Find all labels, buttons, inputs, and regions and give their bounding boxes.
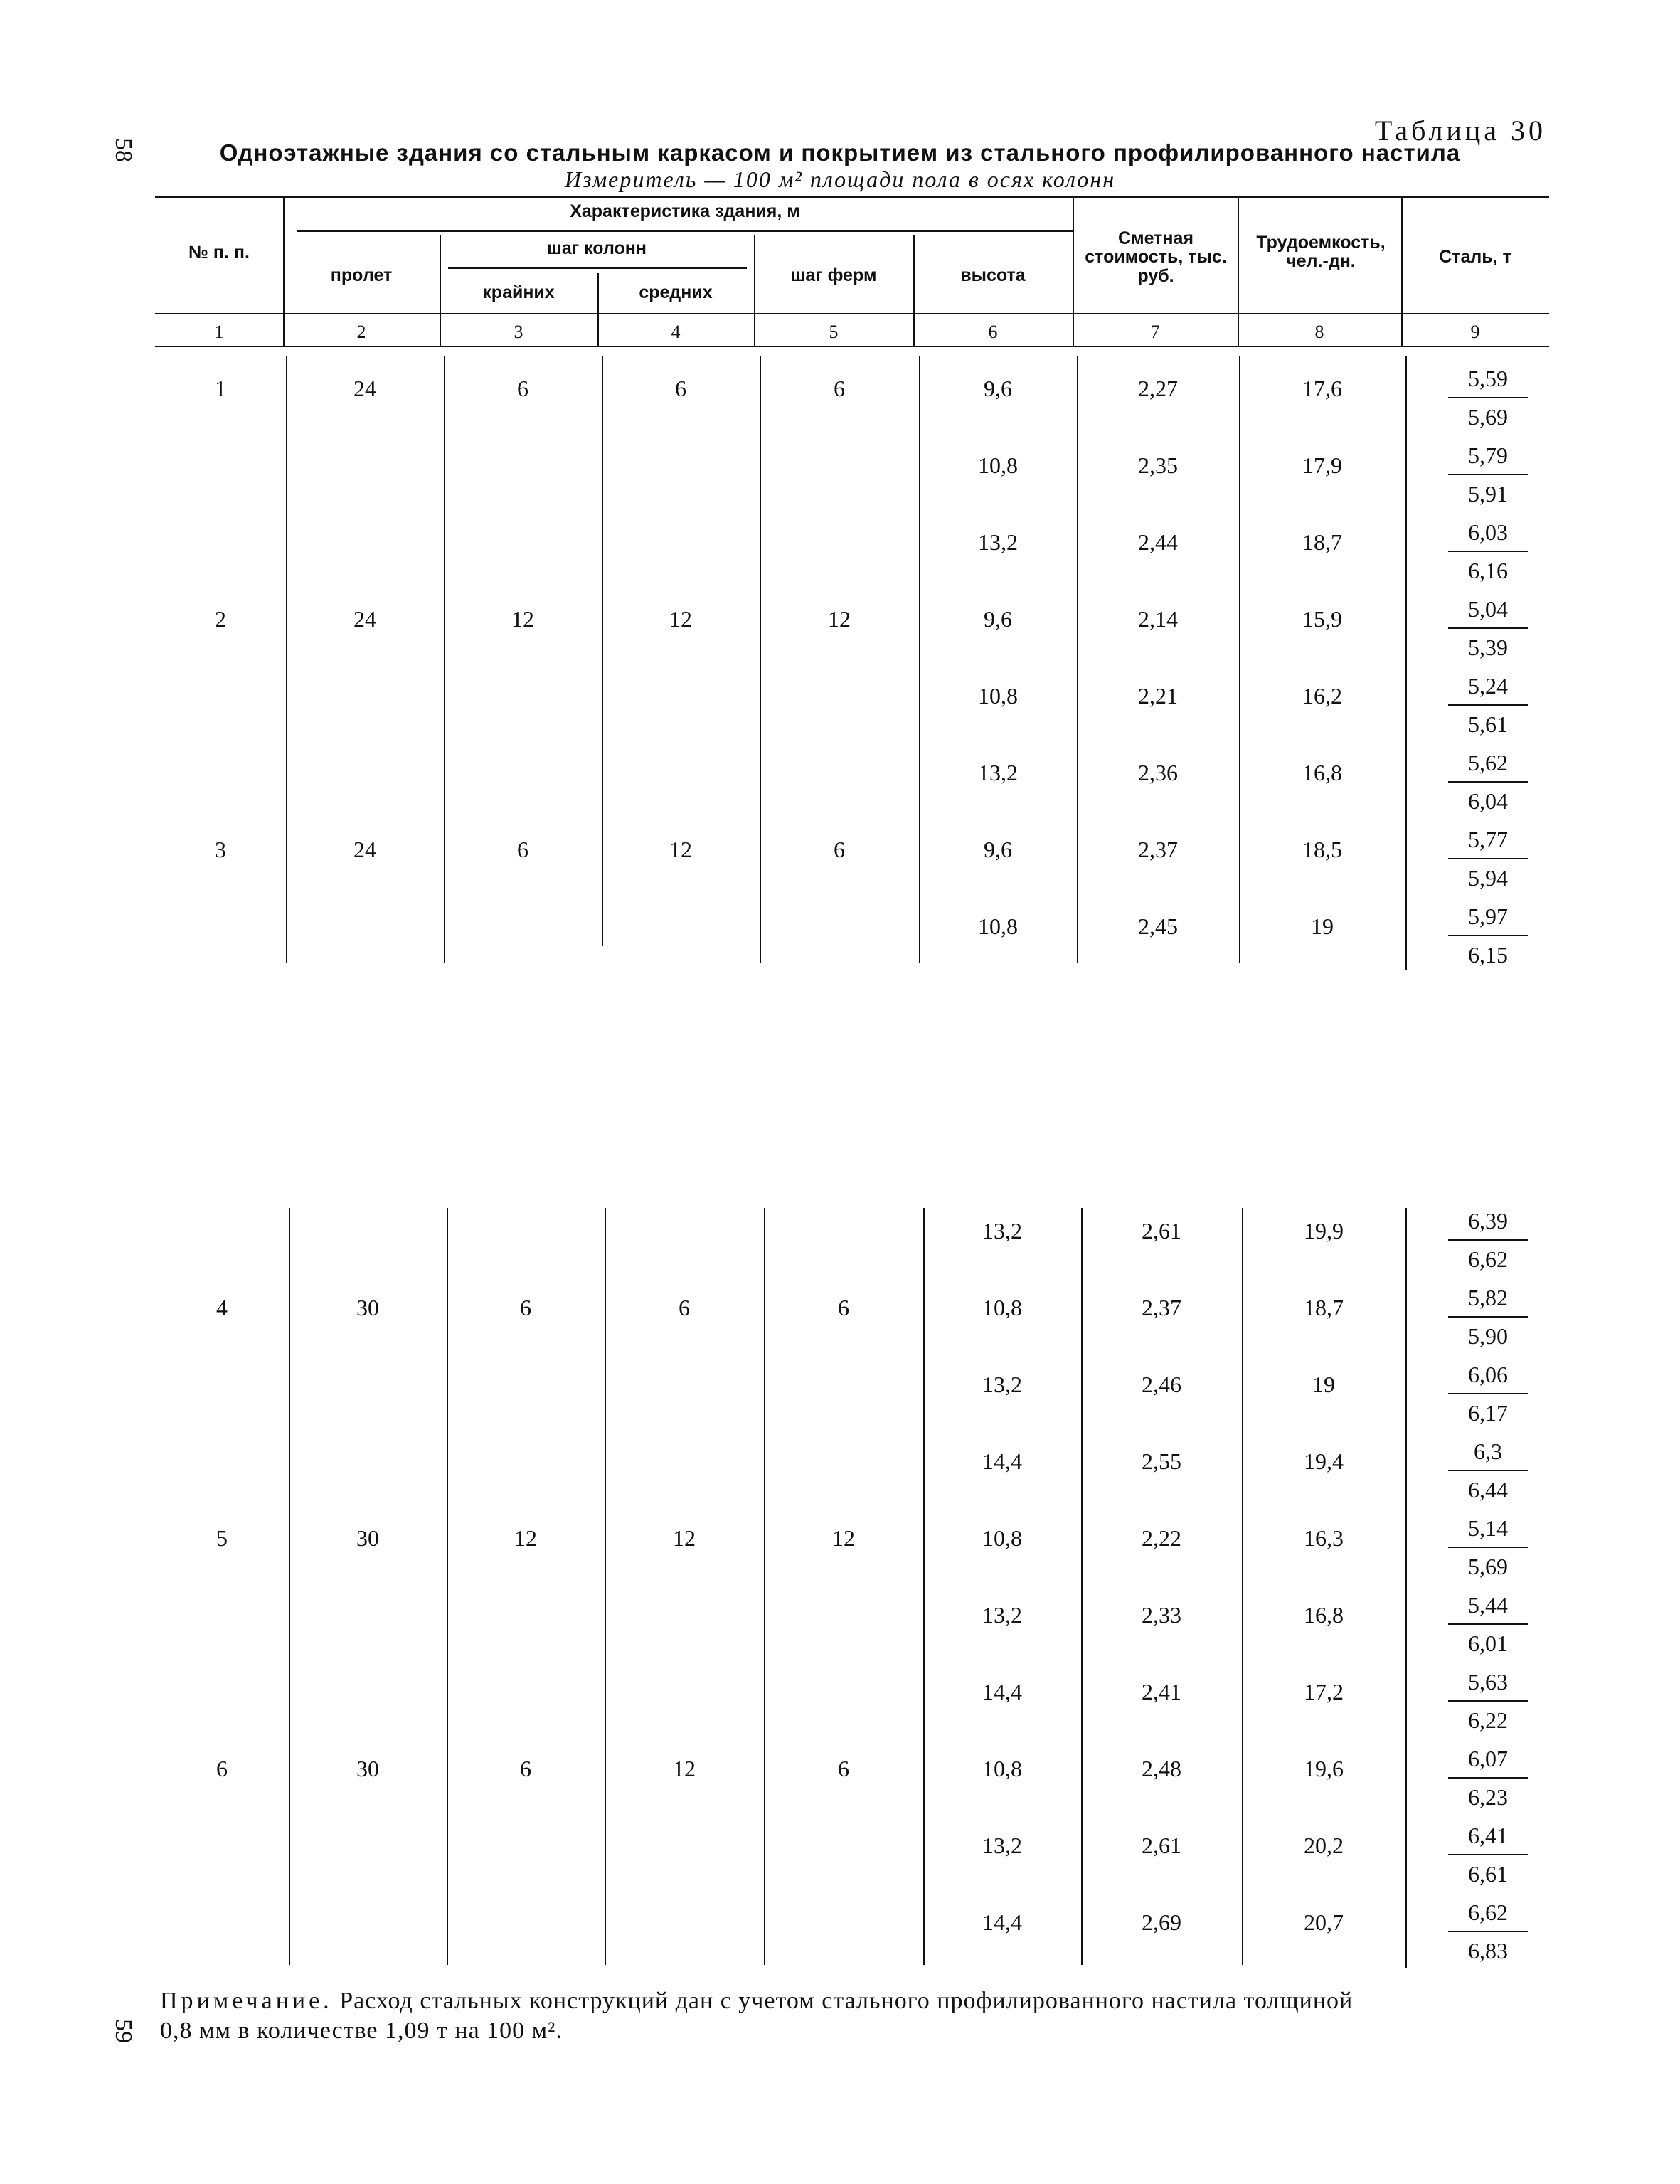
- cell-height: 10,8: [978, 683, 1018, 709]
- cell-height: 13,2: [978, 760, 1018, 785]
- cell-edge: 6: [517, 376, 528, 401]
- cell-edge: 6: [520, 1756, 531, 1781]
- body-vline: [764, 1208, 765, 1965]
- cell-labor: 17,2: [1304, 1679, 1344, 1705]
- cell-num: 5: [216, 1525, 228, 1551]
- cell-labor: 16,8: [1304, 1602, 1344, 1628]
- cell-cost: 2,37: [1138, 837, 1178, 862]
- cell-labor: 19: [1312, 1372, 1335, 1397]
- fraction-rule: [1448, 1470, 1528, 1471]
- cell-steel-bottom: 6,23: [1468, 1784, 1508, 1810]
- footnote-text-line2: 0,8 мм в количестве 1,09 т на 100 м².: [160, 2018, 563, 2044]
- cell-middle: 12: [669, 606, 692, 632]
- fraction-rule: [1448, 1316, 1528, 1318]
- cell-steel-top: 6,39: [1468, 1208, 1508, 1234]
- fraction-rule: [1448, 397, 1528, 398]
- cell-span: 24: [353, 837, 376, 862]
- cell-middle: 12: [673, 1756, 696, 1781]
- fraction-rule: [1448, 1777, 1528, 1779]
- cell-steel-top: 6,41: [1468, 1823, 1508, 1848]
- cell-labor: 19,6: [1304, 1756, 1344, 1781]
- cell-truss: 6: [838, 1295, 849, 1320]
- cell-truss: 6: [834, 837, 845, 862]
- body-vline: [1405, 1208, 1407, 1968]
- fraction-rule: [1448, 858, 1528, 859]
- body-vline: [919, 356, 920, 963]
- cell-span: 30: [356, 1295, 379, 1320]
- cell-num: 4: [216, 1295, 228, 1320]
- cell-steel-bottom: 5,90: [1468, 1323, 1508, 1349]
- cell-labor: 18,5: [1302, 837, 1342, 862]
- body-vline: [447, 1208, 448, 1965]
- fraction-rule: [1448, 1700, 1528, 1702]
- cell-cost: 2,41: [1142, 1679, 1181, 1705]
- cell-steel-top: 5,44: [1468, 1592, 1508, 1618]
- cell-steel-top: 5,63: [1468, 1669, 1508, 1695]
- col-number: 9: [1470, 322, 1480, 342]
- cell-steel-bottom: 5,69: [1468, 404, 1508, 430]
- cell-cost: 2,22: [1142, 1525, 1181, 1551]
- cell-steel-bottom: 6,04: [1468, 788, 1508, 814]
- col-number: 8: [1314, 322, 1324, 342]
- cell-edge: 12: [511, 606, 534, 632]
- cell-steel-top: 6,06: [1468, 1362, 1508, 1387]
- cell-cost: 2,46: [1142, 1372, 1181, 1397]
- cell-cost: 2,37: [1142, 1295, 1181, 1320]
- cell-steel-top: 5,59: [1468, 366, 1508, 391]
- cell-steel-top: 5,24: [1468, 673, 1508, 699]
- cell-edge: 12: [514, 1525, 537, 1551]
- cell-steel-top: 5,97: [1468, 903, 1508, 929]
- body-vline: [1239, 356, 1240, 963]
- cell-steel-bottom: 5,61: [1468, 711, 1508, 737]
- cell-labor: 18,7: [1302, 529, 1342, 555]
- cell-steel-bottom: 5,69: [1468, 1554, 1508, 1579]
- body-vline: [605, 1208, 606, 1965]
- cell-cost: 2,44: [1138, 529, 1178, 555]
- colstep-rule: [448, 267, 747, 269]
- col-number: 3: [514, 322, 523, 342]
- cell-height: 14,4: [982, 1909, 1022, 1935]
- cell-cost: 2,35: [1138, 452, 1178, 478]
- cell-span: 30: [356, 1525, 379, 1551]
- cell-steel-top: 6,07: [1468, 1746, 1508, 1771]
- cell-height: 10,8: [982, 1295, 1022, 1320]
- cell-labor: 19,4: [1304, 1448, 1344, 1474]
- cell-cost: 2,48: [1142, 1756, 1181, 1781]
- footnote-label: Примечание.: [160, 1988, 333, 2014]
- fraction-rule: [1448, 1239, 1528, 1241]
- cell-middle: 12: [669, 837, 692, 862]
- header-edge: крайних: [482, 282, 555, 302]
- col-number: 4: [671, 322, 681, 342]
- cell-height: 13,2: [982, 1602, 1022, 1628]
- cell-height: 13,2: [982, 1218, 1022, 1244]
- cell-labor: 16,2: [1302, 683, 1342, 709]
- cell-cost: 2,27: [1138, 376, 1178, 401]
- cell-steel-bottom: 5,91: [1468, 481, 1508, 507]
- cell-cost: 2,33: [1142, 1602, 1181, 1628]
- cell-steel-top: 5,14: [1468, 1515, 1508, 1541]
- cell-height: 10,8: [978, 913, 1018, 939]
- fraction-rule: [1448, 1854, 1528, 1855]
- cell-steel-bottom: 6,83: [1468, 1938, 1508, 1963]
- table-title: Одноэтажные здания со стальным каркасом и покрытием из стального профилированного настила: [219, 139, 1461, 166]
- fraction-rule: [1448, 1931, 1528, 1932]
- body-vline: [1405, 356, 1407, 970]
- cell-height: 13,2: [982, 1372, 1022, 1397]
- cell-truss: 12: [832, 1525, 855, 1551]
- cell-steel-bottom: 6,15: [1468, 942, 1508, 968]
- cell-steel-bottom: 6,44: [1468, 1477, 1508, 1502]
- cell-labor: 19,9: [1304, 1218, 1344, 1244]
- footnote: [160, 1986, 1353, 2046]
- cell-labor: 18,7: [1304, 1295, 1344, 1320]
- cell-cost: 2,69: [1142, 1909, 1181, 1935]
- table-subtitle: Измеритель — 100 м² площади пола в осях колонн: [564, 166, 1116, 192]
- cell-middle: 6: [679, 1295, 690, 1320]
- cell-height: 14,4: [982, 1679, 1022, 1705]
- cell-steel-top: 5,62: [1468, 750, 1508, 775]
- header-col-step: шаг колонн: [547, 238, 647, 258]
- cell-height: 10,8: [982, 1525, 1022, 1551]
- cell-labor: 19: [1311, 913, 1334, 939]
- cell-edge: 6: [517, 837, 528, 862]
- cell-height: 13,2: [978, 529, 1018, 555]
- header-truss-step: шаг ферм: [790, 265, 877, 285]
- cell-steel-top: 5,77: [1468, 827, 1508, 852]
- cell-steel-bottom: 6,62: [1468, 1246, 1508, 1272]
- cell-truss: 6: [834, 376, 845, 401]
- cell-num: 6: [216, 1756, 228, 1781]
- fraction-rule: [1448, 1393, 1528, 1394]
- cell-steel-bottom: 6,01: [1468, 1631, 1508, 1656]
- cell-steel-top: 5,79: [1468, 442, 1508, 468]
- cell-labor: 17,6: [1302, 376, 1342, 401]
- fraction-rule: [1448, 935, 1528, 936]
- fraction-rule: [1448, 1547, 1528, 1548]
- header-group: Характеристика здания, м: [570, 201, 800, 221]
- cell-labor: 16,3: [1304, 1525, 1344, 1551]
- cell-steel-bottom: 5,94: [1468, 865, 1508, 891]
- fraction-rule: [1448, 1623, 1528, 1625]
- col-number: 7: [1150, 322, 1160, 342]
- cell-num: 2: [215, 606, 226, 632]
- cell-steel-bottom: 6,22: [1468, 1707, 1508, 1733]
- header-steel: Сталь, т: [1439, 247, 1511, 267]
- header-cost: Сметная стоимость, тыс. руб.: [1085, 228, 1227, 286]
- cell-middle: 6: [675, 376, 686, 401]
- cell-truss: 6: [838, 1756, 849, 1781]
- cell-cost: 2,61: [1142, 1833, 1181, 1858]
- fraction-rule: [1448, 781, 1528, 783]
- cell-steel-top: 6,03: [1468, 519, 1508, 545]
- fraction-rule: [1448, 627, 1528, 629]
- cell-num: 3: [215, 837, 226, 862]
- cell-cost: 2,36: [1138, 760, 1178, 785]
- cell-edge: 6: [520, 1295, 531, 1320]
- cell-middle: 12: [673, 1525, 696, 1551]
- cell-height: 14,4: [982, 1448, 1022, 1474]
- header-bottom-rule: [155, 313, 1549, 314]
- body-vline: [289, 1208, 290, 1965]
- cell-height: 9,6: [984, 837, 1012, 862]
- cell-span: 24: [353, 606, 376, 632]
- header-labor: Трудоемкость, чел.-дн.: [1256, 233, 1386, 272]
- cell-cost: 2,14: [1138, 606, 1178, 632]
- header-span: пролет: [330, 265, 393, 285]
- fraction-rule: [1448, 704, 1528, 706]
- cell-span: 24: [353, 376, 376, 401]
- cell-span: 30: [356, 1756, 379, 1781]
- body-vline: [444, 356, 445, 963]
- cell-steel-top: 5,04: [1468, 596, 1508, 622]
- cell-steel-bottom: 6,61: [1468, 1861, 1508, 1887]
- cell-steel-bottom: 6,17: [1468, 1400, 1508, 1426]
- cell-height: 13,2: [982, 1833, 1022, 1858]
- fraction-rule: [1448, 474, 1528, 475]
- cell-cost: 2,55: [1142, 1448, 1181, 1474]
- header-middle: средних: [639, 282, 713, 302]
- fraction-rule: [1448, 551, 1528, 552]
- col-number: 2: [356, 322, 366, 342]
- header-top-rule: [155, 196, 1549, 198]
- cell-cost: 2,45: [1138, 913, 1178, 939]
- cell-height: 10,8: [982, 1756, 1022, 1781]
- cell-labor: 15,9: [1302, 606, 1342, 632]
- cell-cost: 2,21: [1138, 683, 1178, 709]
- col-number: 5: [829, 322, 839, 342]
- body-vline: [1077, 356, 1078, 963]
- footnote-text-line1: Расход стальных конструкций дан с учетом стального профилированного настила толщиной: [339, 1988, 1354, 2014]
- body-vline: [286, 356, 287, 963]
- colnum-rule: [155, 346, 1549, 347]
- cell-truss: 12: [828, 606, 851, 632]
- cell-labor: 20,7: [1304, 1909, 1344, 1935]
- col-number: 6: [988, 322, 998, 342]
- cell-steel-top: 6,62: [1468, 1899, 1508, 1925]
- cell-labor: 17,9: [1302, 452, 1342, 478]
- cell-labor: 20,2: [1304, 1833, 1344, 1858]
- cell-cost: 2,61: [1142, 1218, 1181, 1244]
- header-height: высота: [960, 265, 1026, 285]
- col-number: 1: [214, 322, 224, 342]
- table-label: Таблица 30: [1374, 115, 1546, 147]
- cell-steel-bottom: 5,39: [1468, 635, 1508, 660]
- cell-steel-bottom: 6,16: [1468, 558, 1508, 583]
- page-number-top: 58: [110, 138, 137, 162]
- cell-labor: 16,8: [1302, 760, 1342, 785]
- cell-height: 10,8: [978, 452, 1018, 478]
- cell-num: 1: [215, 376, 226, 401]
- cell-steel-top: 5,82: [1468, 1285, 1508, 1310]
- group-rule: [297, 230, 1073, 232]
- cell-steel-top: 6,3: [1474, 1438, 1502, 1464]
- header-num: № п. п.: [188, 243, 250, 263]
- page-number-bottom: 59: [110, 2019, 137, 2043]
- cell-height: 9,6: [984, 606, 1012, 632]
- cell-height: 9,6: [984, 376, 1012, 401]
- body-vline: [760, 356, 761, 963]
